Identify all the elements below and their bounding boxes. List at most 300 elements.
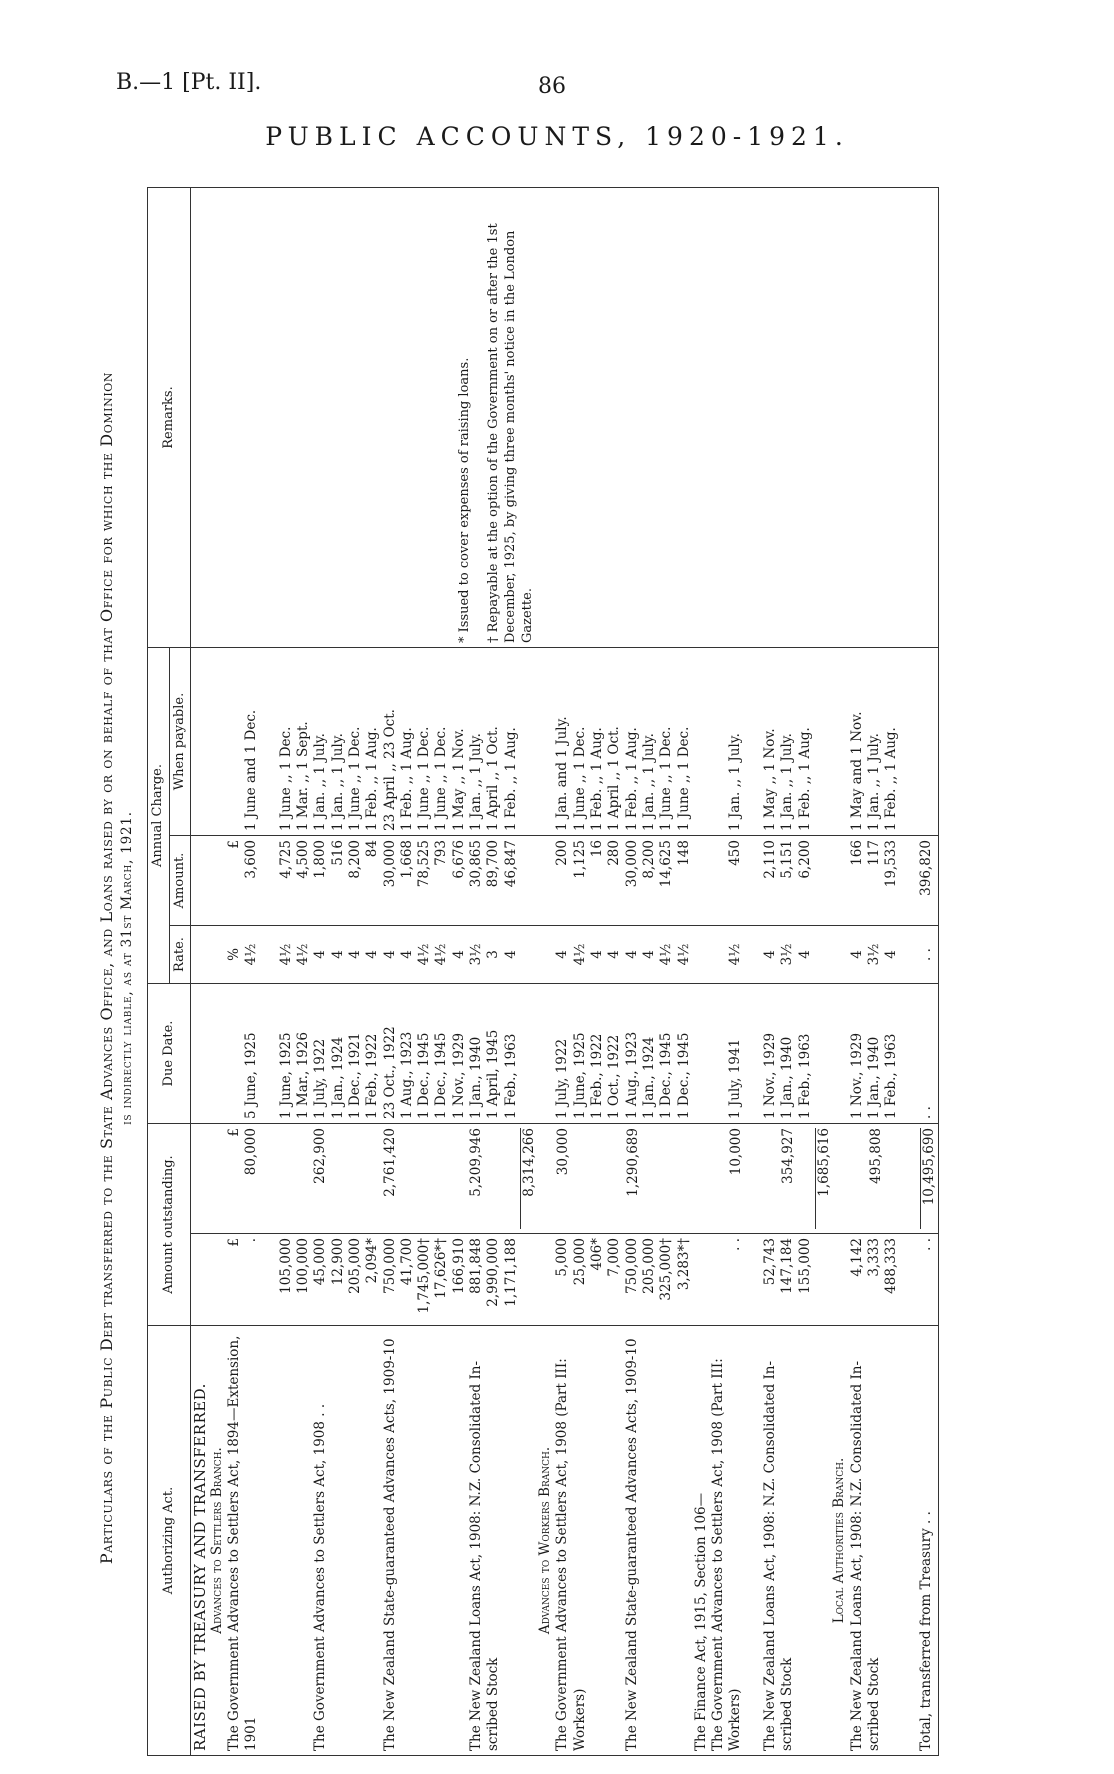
act-line: [433, 1330, 450, 1751]
amount-item: 5,000: [554, 1238, 571, 1277]
when-payable: 1 Feb. ,, 1 Aug.: [883, 727, 900, 831]
header-rate: Rate.: [169, 926, 191, 984]
when-payable: [260, 652, 277, 831]
rate-value: 4½: [727, 943, 744, 966]
amount-item: 25,000: [571, 1238, 588, 1286]
amount-item: 45,000: [312, 1238, 329, 1286]
act-line: The New Zealand Loans Act, 1908: N.Z. Consolidated In-: [848, 1360, 865, 1751]
when-payable: 1 Feb. ,, 1 Aug.: [502, 727, 519, 831]
rate-value: 4½: [675, 943, 692, 966]
rate-value: %: [225, 948, 242, 961]
due-date: [209, 988, 226, 1119]
annual-amount: 78,525: [416, 840, 433, 888]
rate-value: 4½: [277, 943, 294, 966]
due-date: . .: [917, 1106, 934, 1119]
amount-subtotal: [590, 1128, 607, 1229]
rate-value: . .: [917, 948, 934, 961]
annual-amount: 5,151: [779, 840, 796, 879]
rate-value: [831, 930, 848, 979]
amount-item: 7,000: [606, 1238, 623, 1277]
amount-item: [520, 1238, 537, 1321]
rate-value: 3½: [779, 943, 796, 966]
amount-subtotal: [191, 1128, 208, 1229]
due-date: [693, 988, 710, 1119]
when-payable: [226, 652, 243, 831]
due-date: 1 Dec., 1945: [675, 1032, 692, 1119]
due-date: 1 Feb., 1963: [502, 1033, 519, 1119]
act-line: The New Zealand Loans Act, 1908: N.Z. Consolidated In-: [468, 1360, 484, 1751]
act-line: [347, 1330, 364, 1751]
amount-subtotal: 5,209,946: [468, 1128, 484, 1197]
rotated-table-block: [97, 168, 997, 1768]
rate-value: [209, 930, 226, 979]
act-line: [364, 1330, 381, 1751]
annual-amount: 1,800: [312, 840, 329, 879]
annual-amount: 148: [675, 840, 692, 866]
annual-amount: 1,668: [398, 840, 415, 879]
act-line: [399, 1330, 416, 1751]
rate-value: 4½: [658, 943, 675, 966]
act-line: [451, 1330, 468, 1751]
amount-item: 205,000: [640, 1238, 657, 1294]
when-payable: 1 April ,, 1 Oct.: [606, 726, 623, 831]
amount-item: 52,743: [762, 1238, 779, 1286]
header-due-date: Due Date.: [148, 984, 191, 1124]
amount-subtotal: [260, 1128, 277, 1229]
annual-amount: 8,200: [640, 840, 657, 879]
due-date: [260, 988, 277, 1119]
amount-subtotal: 2,761,420: [381, 1128, 398, 1197]
when-payable: [814, 652, 831, 831]
table-caption-line-2: is indirectly liable, as at 31st March, 1921.: [119, 811, 135, 1125]
act-line: The Finance Act, 1915, Section 106—: [692, 1492, 709, 1751]
when-payable: 1 June ,, 1 Dec.: [433, 726, 450, 831]
rate-value: 4: [606, 950, 623, 959]
annual-amount: 1,125: [571, 840, 588, 879]
amount-item: 205,000: [346, 1238, 363, 1294]
when-payable: 1 June and 1 Dec.: [243, 709, 260, 831]
when-payable: 1 April ,, 1 Oct.: [485, 726, 502, 831]
page-title: PUBLIC ACCOUNTS, 1920-1921.: [265, 122, 849, 151]
amount-item: [191, 1238, 208, 1321]
header-amount-outstanding: Amount outstanding.: [148, 1124, 191, 1326]
annual-amount: 4,725: [277, 840, 294, 879]
rate-value: 4: [623, 950, 640, 959]
rate-value: 4½: [416, 943, 433, 966]
due-date: 1 July, 1941: [727, 1038, 744, 1119]
annual-amount: 280: [606, 840, 623, 866]
act-line: [900, 1330, 917, 1751]
act-line: 1901: [243, 1716, 260, 1751]
due-date: 1 June, 1925: [571, 1032, 588, 1119]
amount-subtotal: [885, 1128, 902, 1229]
rate-value: 4: [450, 950, 467, 959]
annual-amount: 46,847: [502, 840, 519, 888]
header-when-payable: When payable.: [169, 648, 191, 836]
due-date: 1 Feb., 1922: [589, 1033, 606, 1119]
amount-subtotal: [694, 1128, 711, 1229]
when-payable: 1 May and 1 Nov.: [848, 711, 865, 831]
amount-subtotal: 495,808: [867, 1128, 884, 1184]
amount-subtotal: [503, 1128, 520, 1229]
act-line: The New Zealand Loans Act, 1908: N.Z. Consolidated In-: [762, 1360, 779, 1751]
document-reference: B.—1 [Pt. II].: [116, 70, 262, 95]
annual-amount: 4,500: [295, 840, 312, 879]
amount-item: . .: [917, 1238, 934, 1251]
act-line: The Government Advances to Settlers Act, 1908 . .: [312, 1403, 329, 1751]
due-date: 5 June, 1925: [243, 1032, 260, 1119]
amount-item: [831, 1238, 848, 1321]
authorizing-act-column: [191, 1326, 939, 1756]
due-date: [814, 988, 831, 1119]
due-date: 1 Dec., 1921: [346, 1032, 363, 1119]
amount-item: [209, 1238, 226, 1321]
rate-value: 4: [762, 950, 779, 959]
amount-items-column: [191, 1234, 939, 1326]
annual-amount-column: [191, 836, 939, 926]
due-date: 1 Aug., 1923: [623, 1031, 640, 1119]
amount-subtotal-column: [191, 1124, 939, 1234]
act-line: [797, 1330, 814, 1751]
when-payable: 1 Jan. ,, 1 July.: [727, 733, 744, 831]
amount-item: . .: [727, 1238, 744, 1251]
remark-note-repayable: † Repayable at the option of the Government on or after the 1st December, 1925, by giving three months' notice in the London Gazette.: [486, 223, 535, 643]
amount-subtotal: 8,314,266: [520, 1128, 538, 1229]
when-payable: 1 Feb. ,, 1 Aug.: [364, 727, 381, 831]
annual-amount: [209, 840, 226, 921]
annual-amount: 19,533: [883, 840, 900, 888]
when-payable: 1 June ,, 1 Dec.: [571, 726, 588, 831]
when-payable: [693, 652, 710, 831]
due-date: [191, 988, 208, 1119]
act-line: The New Zealand State-guaranteed Advances Acts, 1909-10: [623, 1338, 640, 1751]
amount-subtotal: [607, 1128, 624, 1229]
amount-item: [710, 1238, 727, 1321]
act-line: scribed Stock: [485, 1657, 502, 1751]
rate-value: [537, 930, 554, 979]
due-date: 1 April, 1945: [485, 1029, 502, 1119]
amount-subtotal: £: [225, 1128, 242, 1137]
when-payable: [918, 652, 935, 831]
act-line: scribed Stock: [779, 1657, 796, 1751]
rate-value: [745, 930, 762, 979]
annual-amount: 793: [433, 840, 450, 866]
rate-value: [693, 930, 710, 979]
due-date: 23 Oct., 1922: [381, 1026, 398, 1119]
annual-amount: £: [225, 840, 242, 849]
act-line: RAISED BY TREASURY AND TRANSFERRED.: [191, 1383, 210, 1751]
due-date: 1 Feb., 1922: [364, 1033, 381, 1119]
rate-value: 3½: [468, 943, 484, 966]
annual-amount: 117: [865, 840, 882, 866]
when-payable: 1 June ,, 1 Dec.: [346, 726, 363, 831]
amount-subtotal: 1,685,616: [815, 1128, 833, 1229]
when-payable: [831, 652, 848, 831]
when-payable: [900, 652, 917, 831]
rate-value: [710, 930, 727, 979]
amount-item: 750,000: [381, 1238, 398, 1294]
when-payable: 1 Jan. ,, 1 July.: [640, 733, 657, 831]
amount-item: 1,745,000†: [416, 1238, 433, 1314]
when-payable: 1 Jan. ,, 1 July.: [312, 733, 329, 831]
rate-value: 4: [796, 950, 813, 959]
amount-subtotal: [851, 1128, 868, 1229]
amount-subtotal: [763, 1128, 780, 1229]
due-date: 1 Nov., 1929: [450, 1032, 467, 1119]
amount-item: 41,700: [398, 1238, 415, 1286]
act-line: [503, 1330, 520, 1751]
amount-subtotal: [451, 1128, 468, 1229]
due-date: 1 July, 1922: [554, 1038, 571, 1119]
amount-subtotal: [573, 1128, 590, 1229]
amount-item: [814, 1238, 831, 1321]
when-payable: 1 June ,, 1 Dec.: [658, 726, 675, 831]
when-payable: [710, 652, 727, 831]
annual-amount: [191, 840, 208, 921]
annual-amount: [693, 840, 710, 921]
rate-value: 3: [485, 950, 502, 959]
rate-value: 3½: [865, 943, 882, 966]
annual-amount: [814, 840, 831, 921]
when-payable: 1 Feb. ,, 1 Aug.: [398, 727, 415, 831]
act-line: Local Authorities Branch.: [831, 1457, 848, 1624]
header-authorizing-act: Authorizing Act.: [148, 1326, 191, 1756]
amount-item: 155,000: [796, 1238, 813, 1294]
due-date: 1 June, 1925: [277, 1032, 294, 1119]
amount-subtotal: [330, 1128, 347, 1229]
when-payable: 1 Jan. ,, 1 July.: [468, 733, 484, 831]
amount-subtotal: 262,900: [312, 1128, 329, 1184]
due-date: [831, 988, 848, 1119]
when-payable: 1 Jan. ,, 1 July.: [779, 733, 796, 831]
amount-item: 488,333: [883, 1238, 900, 1294]
rate-value: [260, 930, 277, 979]
amount-subtotal: [347, 1128, 364, 1229]
amount-subtotal: 10,000: [728, 1128, 745, 1176]
when-payable: 1 June ,, 1 Dec.: [675, 726, 692, 831]
when-payable: 1 Jan. ,, 1 July.: [329, 733, 346, 831]
amount-item: 750,000: [623, 1238, 640, 1294]
when-payable: 1 June ,, 1 Dec.: [416, 726, 433, 831]
rate-value: 4: [312, 950, 329, 959]
annual-amount: 396,820: [917, 840, 934, 896]
due-date: 1 Feb., 1963: [796, 1033, 813, 1119]
amount-subtotal: [485, 1128, 502, 1229]
act-line: [883, 1330, 900, 1751]
act-line: scribed Stock: [865, 1657, 882, 1751]
amount-subtotal: [278, 1128, 295, 1229]
rate-value: 4: [398, 950, 415, 959]
due-date: 1 Aug., 1923: [398, 1031, 415, 1119]
rate-column: [191, 926, 939, 984]
when-payable: [745, 652, 762, 831]
act-line: The Government Advances to Settlers Act, 1908 (Part III:: [710, 1358, 727, 1751]
public-debt-table: [147, 187, 939, 1756]
when-payable: 1 Feb. ,, 1 Aug.: [623, 727, 640, 831]
due-date: 1 Jan., 1924: [329, 1036, 346, 1119]
rate-value: 4: [848, 950, 865, 959]
table-caption: Particulars of the Public Debt transferred to the State Advances Office, and Loans raised by or on behalf of that Office for which the Dominion: [97, 371, 116, 1565]
when-payable: 1 June ,, 1 Dec.: [277, 726, 294, 831]
act-line: Workers): [727, 1688, 744, 1751]
page-number: 86: [538, 74, 566, 99]
due-date: 1 Nov., 1929: [762, 1032, 779, 1119]
due-date: 1 July, 1922: [312, 1038, 329, 1119]
amount-item: [537, 1238, 554, 1321]
due-date: [710, 988, 727, 1119]
amount-subtotal: [746, 1128, 763, 1229]
when-payable: [537, 652, 554, 831]
act-line: [520, 1330, 537, 1751]
annual-amount: [710, 840, 727, 921]
annual-amount: 6,200: [796, 840, 813, 879]
amount-item: 4,142: [848, 1238, 865, 1277]
amount-item: 2,990,000: [485, 1238, 502, 1307]
rate-value: 4: [554, 950, 571, 959]
amount-item: 325,000†: [658, 1238, 675, 1301]
amount-item: 100,000: [295, 1238, 312, 1294]
annual-amount: [745, 840, 762, 921]
amount-item: 166,910: [450, 1238, 467, 1294]
rate-value: [191, 930, 208, 979]
act-line: The New Zealand State-guaranteed Advances Acts, 1909-10: [381, 1338, 398, 1751]
due-date: 1 Dec., 1945: [658, 1032, 675, 1119]
due-date: 1 Jan., 1940: [779, 1036, 796, 1119]
amount-item: 1,171,188: [502, 1238, 519, 1307]
amount-item: [900, 1238, 917, 1321]
annual-amount: 30,000: [381, 840, 398, 888]
act-line: [278, 1330, 295, 1751]
amount-item: [260, 1238, 277, 1321]
act-line: [676, 1330, 693, 1751]
amount-item: .: [243, 1238, 260, 1243]
due-date: 1 Jan., 1940: [468, 1036, 484, 1119]
amount-subtotal: [399, 1128, 416, 1229]
act-line: [641, 1330, 658, 1751]
amount-item: 881,848: [468, 1238, 484, 1294]
due-date: 1 Jan., 1940: [865, 1036, 882, 1119]
annual-amount: 450: [727, 840, 744, 866]
act-line: [606, 1330, 623, 1751]
annual-amount: [260, 840, 277, 921]
act-line: The Government Advances to Settlers Act, 1908 (Part III:: [554, 1358, 571, 1751]
when-payable: [520, 652, 537, 831]
when-payable: [191, 652, 208, 831]
amount-item: 17,626*†: [433, 1238, 450, 1299]
amount-subtotal: [711, 1128, 728, 1229]
amount-item: 105,000: [277, 1238, 294, 1294]
act-line: [745, 1330, 762, 1751]
act-line: [589, 1330, 606, 1751]
annual-amount: [520, 840, 537, 921]
rate-value: [814, 930, 831, 979]
amount-subtotal: 30,000: [555, 1128, 572, 1176]
rate-value: 4: [329, 950, 346, 959]
when-payable: 1 May ,, 1 Nov.: [450, 728, 467, 831]
remarks-column: [191, 188, 939, 648]
header-amount: Amount.: [169, 836, 191, 926]
due-date: 1 Dec., 1945: [416, 1032, 433, 1119]
act-line: Workers): [571, 1688, 588, 1751]
annual-amount: 84: [364, 840, 381, 858]
annual-amount: 14,625: [658, 840, 675, 888]
amount-item: £: [225, 1238, 242, 1247]
rate-value: 4½: [295, 943, 312, 966]
annual-amount: 30,865: [468, 840, 484, 888]
annual-amount: 16: [589, 840, 606, 858]
rate-value: 4: [364, 950, 381, 959]
when-payable: 1 Jan. ,, 1 July.: [865, 733, 882, 831]
when-payable: 1 Mar. ,, 1 Sept.: [295, 721, 312, 831]
amount-item: 2,094*: [364, 1238, 381, 1284]
annual-amount: [537, 840, 554, 921]
act-line: [658, 1330, 675, 1751]
rate-value: 4: [883, 950, 900, 959]
due-date: 1 Feb., 1963: [883, 1033, 900, 1119]
amount-subtotal: [538, 1128, 555, 1229]
amount-subtotal: 1,290,689: [624, 1128, 641, 1197]
due-date: 1 Nov., 1929: [848, 1032, 865, 1119]
amount-item: 3,333: [865, 1238, 882, 1277]
amount-subtotal: [659, 1128, 676, 1229]
rate-value: 4½: [571, 943, 588, 966]
amount-subtotal: [677, 1128, 694, 1229]
when-payable: 1 Feb. ,, 1 Aug.: [589, 727, 606, 831]
act-line: [416, 1330, 433, 1751]
amount-item: 3,283*†: [675, 1238, 692, 1291]
act-line: Advances to Settlers Branch.: [208, 1447, 225, 1634]
rate-value: [900, 930, 917, 979]
rate-value: 4: [381, 950, 398, 959]
due-date: 1 Mar., 1926: [295, 1032, 312, 1119]
annual-amount: 30,000: [623, 840, 640, 888]
annual-amount: 3,600: [243, 840, 260, 879]
when-payable: 1 May ,, 1 Nov.: [762, 728, 779, 831]
amount-subtotal: [433, 1128, 450, 1229]
annual-amount: 516: [329, 840, 346, 866]
when-payable: [209, 652, 226, 831]
due-date: [745, 988, 762, 1119]
amount-subtotal: [833, 1128, 850, 1229]
rate-value: 4: [640, 950, 657, 959]
amount-subtotal: [295, 1128, 312, 1229]
when-payable: 23 April ,, 23 Oct.: [381, 709, 398, 831]
annual-amount: 2,110: [762, 840, 779, 879]
amount-subtotal: [416, 1128, 433, 1229]
rate-value: 4: [502, 950, 519, 959]
amount-item: [693, 1238, 710, 1321]
amount-subtotal: [798, 1128, 815, 1229]
header-remarks: Remarks.: [148, 188, 191, 648]
due-date-column: [191, 984, 939, 1124]
due-date: [226, 988, 243, 1119]
amount-item: [745, 1238, 762, 1321]
header-annual-charge: Annual Charge.: [148, 648, 170, 984]
annual-amount: [831, 840, 848, 921]
amount-item: 406*: [589, 1238, 606, 1271]
rate-value: [520, 930, 537, 979]
annual-amount: [900, 840, 917, 921]
annual-amount: 89,700: [485, 840, 502, 888]
amount-item: 12,900: [329, 1238, 346, 1286]
act-line: [814, 1330, 831, 1751]
when-payable-column: [191, 648, 939, 836]
due-date: [900, 988, 917, 1119]
amount-subtotal: [902, 1128, 919, 1229]
annual-amount: 6,676: [450, 840, 467, 879]
amount-subtotal: [364, 1128, 381, 1229]
rate-value: 4: [589, 950, 606, 959]
